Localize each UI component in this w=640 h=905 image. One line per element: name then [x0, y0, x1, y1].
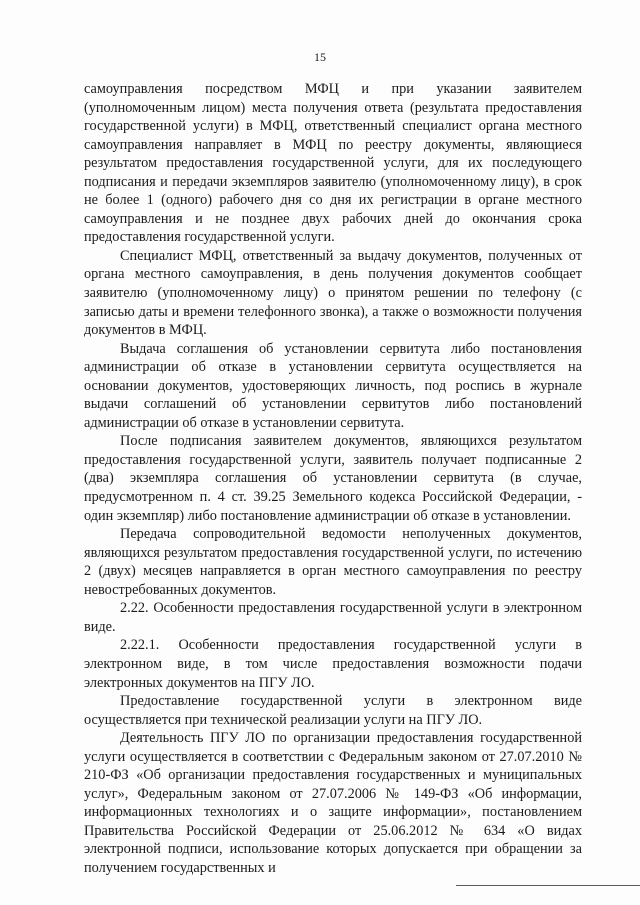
- scan-edge-line: [456, 885, 640, 886]
- section-heading-2-22-1: 2.22.1. Особенности предоставления государственной услуги в электронном виде, в том числе предоставления возможности подачи электронных документов на ПГУ ЛО.: [84, 637, 582, 691]
- paragraph-electronic-service: Предоставление государственной услуги в электронном виде осуществляется при технической реализации услуги на ПГУ ЛО.: [84, 693, 582, 728]
- paragraph-continuation: самоуправления посредством МФЦ и при указании заявителем (уполномоченным лицом) места получения ответа (результата предоставления государственной услуги) в МФЦ, ответственный специалист органа местного самоуправления направляет в МФЦ по реестру документы, являющиеся результатом предоставления государственной услуги, для их последующего подписания и передачи экземпляров заявителю (уполномоченному лицу), в срок не более 1 (одного) рабочего дня со дня их регистрации в органе местного самоуправления и не позднее двух рабочих дней до окончания срока предоставления государственной услуги.: [84, 81, 582, 246]
- document-body: [84, 80, 582, 878]
- paragraph-after-signing: После подписания заявителем документов, являющихся результатом предоставления государственной услуги, заявитель получает подписанные 2 (два) экземпляра соглашения об установлении сервитута (в случае, предусмотренном п. 4 ст. 39.25 Земельного кодекса Российской Федерации, - один экземпляр) либо постановление администрации об отказе в установлении.: [84, 433, 582, 524]
- section-heading-2-22: 2.22. Особенности предоставления государственной услуги в электронном виде.: [84, 600, 582, 635]
- page-number: 15: [314, 50, 326, 64]
- paragraph-mfc-specialist: Специалист МФЦ, ответственный за выдачу документов, полученных от органа местного самоуправления, в день получения документов сообщает заявителю (уполномоченному лицу) о принятом решении по телефону (с записью даты и времени телефонного звонка), а также о возможности получения документов в МФЦ.: [84, 247, 582, 339]
- paragraph-issuance: Выдача соглашения об установлении сервитута либо постановления администрации об отказе в установлении сервитута осуществляется на основании документов, удостоверяющих личность, под роспись в журнале выдачи соглашений об установлении сервитутов либо постановлений администрации об отказе в установлении сервитута.: [84, 340, 582, 431]
- paragraph-transfer: Передача сопроводительной ведомости неполученных документов, являющихся результатом предоставления государственной услуги, по истечению 2 (двух) месяцев направляется в орган местного самоуправления по реестру невостребованных документов.: [84, 526, 582, 598]
- paragraph-pgu-activity: Деятельность ПГУ ЛО по организации предоставления государственной услуги осуществляется в соответствии с Федеральным законом от 27.07.2010 № 210-ФЗ «Об организации предоставления государственных и муниципальных услуг», Федеральным законом от 27.07.2006 № 149-ФЗ «Об информации, информационных технологиях и о защите информации», постановлением Правительства Российской Федерации от 25.06.2012 № 634 «О видах электронной подписи, использование которых допускается при обращении за получением государственных и: [84, 730, 582, 876]
